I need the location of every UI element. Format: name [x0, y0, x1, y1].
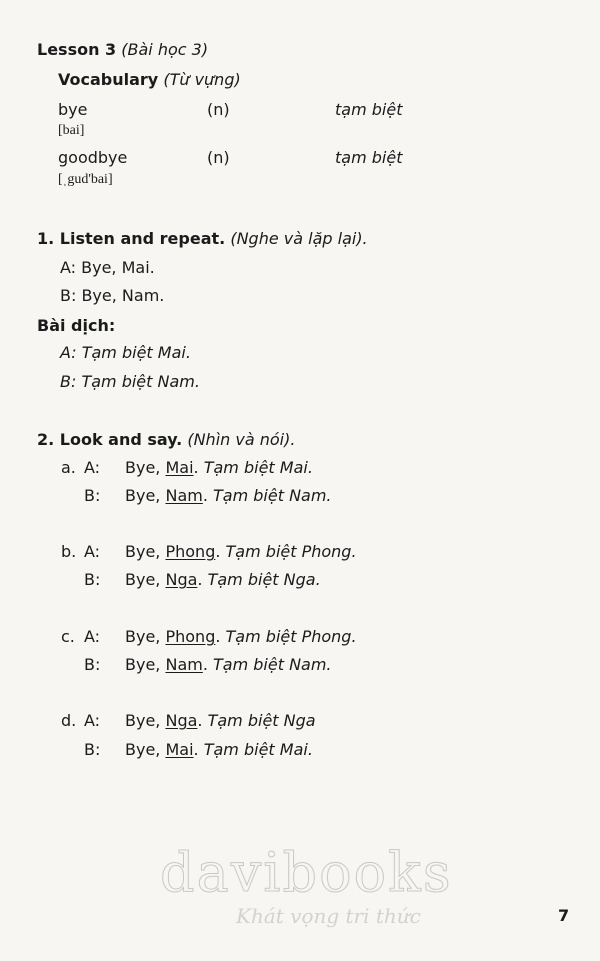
exercise-line: [125, 542, 357, 562]
vocab-meaning: tạm biệt: [335, 100, 403, 119]
exercise-letter: b.: [61, 542, 77, 561]
period: .: [197, 570, 203, 589]
bye-word: Bye,: [125, 627, 161, 646]
exercise-letter: a.: [61, 458, 76, 477]
translation-vi: Tạm biệt Phong.: [225, 542, 357, 561]
section1-heading: [37, 229, 368, 249]
speaker-b-label: B:: [84, 740, 101, 759]
bye-word: Bye,: [125, 458, 161, 477]
watermark-brand: davibooks: [160, 841, 453, 904]
vocab-pos: (n): [207, 148, 230, 167]
exercise-line: [125, 570, 321, 590]
dialogue-line: B: Bye, Nam.: [60, 286, 165, 305]
translation-line: A: Tạm biệt Mai.: [60, 343, 191, 362]
vocab-pos: (n): [207, 100, 230, 119]
bye-word: Bye,: [125, 486, 161, 505]
section2-title-vi: (Nhìn và nói).: [187, 430, 296, 449]
translation-vi: Tạm biệt Nam.: [213, 655, 332, 674]
period: .: [197, 711, 203, 730]
speaker-a-label: A:: [84, 627, 101, 646]
name-underlined: Phong: [165, 542, 216, 561]
vocab-word: bye: [58, 100, 88, 119]
name-underlined: Mai: [165, 458, 194, 477]
name-underlined: Nga: [165, 711, 198, 730]
dialogue-line: A: Bye, Mai.: [60, 258, 155, 277]
speaker-b-label: B:: [84, 486, 101, 505]
translation-vi: Tạm biệt Mai.: [203, 740, 313, 759]
exercise-line: [125, 655, 332, 675]
name-underlined: Nam: [165, 655, 203, 674]
vocabulary-heading: [58, 70, 241, 90]
exercise-letter: d.: [61, 711, 77, 730]
page-number: 7: [558, 906, 570, 925]
translation-vi: Tạm biệt Nga: [207, 711, 316, 730]
lesson-title: Lesson 3: [37, 40, 117, 59]
vocabulary-title: Vocabulary: [58, 70, 159, 89]
vocabulary-title-vi: (Từ vựng): [163, 70, 241, 89]
vocab-ipa: [ˌgud'bai]: [58, 172, 113, 187]
translation-vi: Tạm biệt Nam.: [213, 486, 332, 505]
lesson-title-vi: (Bài học 3): [121, 40, 209, 59]
vocab-meaning: tạm biệt: [335, 148, 403, 167]
bye-word: Bye,: [125, 655, 161, 674]
bye-word: Bye,: [125, 542, 161, 561]
speaker-a-label: A:: [84, 458, 101, 477]
exercise-line: [125, 486, 332, 506]
period: .: [215, 627, 221, 646]
period: .: [193, 740, 199, 759]
vocab-word: goodbye: [58, 148, 128, 167]
section1-title: 1. Listen and repeat.: [37, 229, 226, 248]
watermark-slogan: Khát vọng tri thức: [236, 904, 421, 928]
name-underlined: Nam: [165, 486, 203, 505]
translation-vi: Tạm biệt Nga.: [207, 570, 321, 589]
name-underlined: Mai: [165, 740, 194, 759]
exercise-line: [125, 740, 313, 760]
translation-vi: Tạm biệt Mai.: [203, 458, 313, 477]
translation-heading: Bài dịch:: [37, 316, 116, 335]
section2-title: 2. Look and say.: [37, 430, 183, 449]
bye-word: Bye,: [125, 570, 161, 589]
translation-line: B: Tạm biệt Nam.: [60, 372, 200, 391]
speaker-a-label: A:: [84, 542, 101, 561]
period: .: [202, 486, 208, 505]
lesson-heading: [37, 40, 208, 60]
period: .: [193, 458, 199, 477]
speaker-b-label: B:: [84, 655, 101, 674]
translation-vi: Tạm biệt Phong.: [225, 627, 357, 646]
exercise-line: [125, 458, 313, 478]
exercise-line: [125, 627, 357, 647]
vocab-ipa: [bai]: [58, 123, 85, 138]
exercise-line: [125, 711, 316, 731]
bye-word: Bye,: [125, 711, 161, 730]
speaker-a-label: A:: [84, 711, 101, 730]
bye-word: Bye,: [125, 740, 161, 759]
period: .: [202, 655, 208, 674]
section1-title-vi: (Nghe và lặp lại).: [230, 229, 368, 248]
section2-heading: [37, 430, 295, 450]
speaker-b-label: B:: [84, 570, 101, 589]
period: .: [215, 542, 221, 561]
name-underlined: Phong: [165, 627, 216, 646]
exercise-letter: c.: [61, 627, 75, 646]
name-underlined: Nga: [165, 570, 198, 589]
